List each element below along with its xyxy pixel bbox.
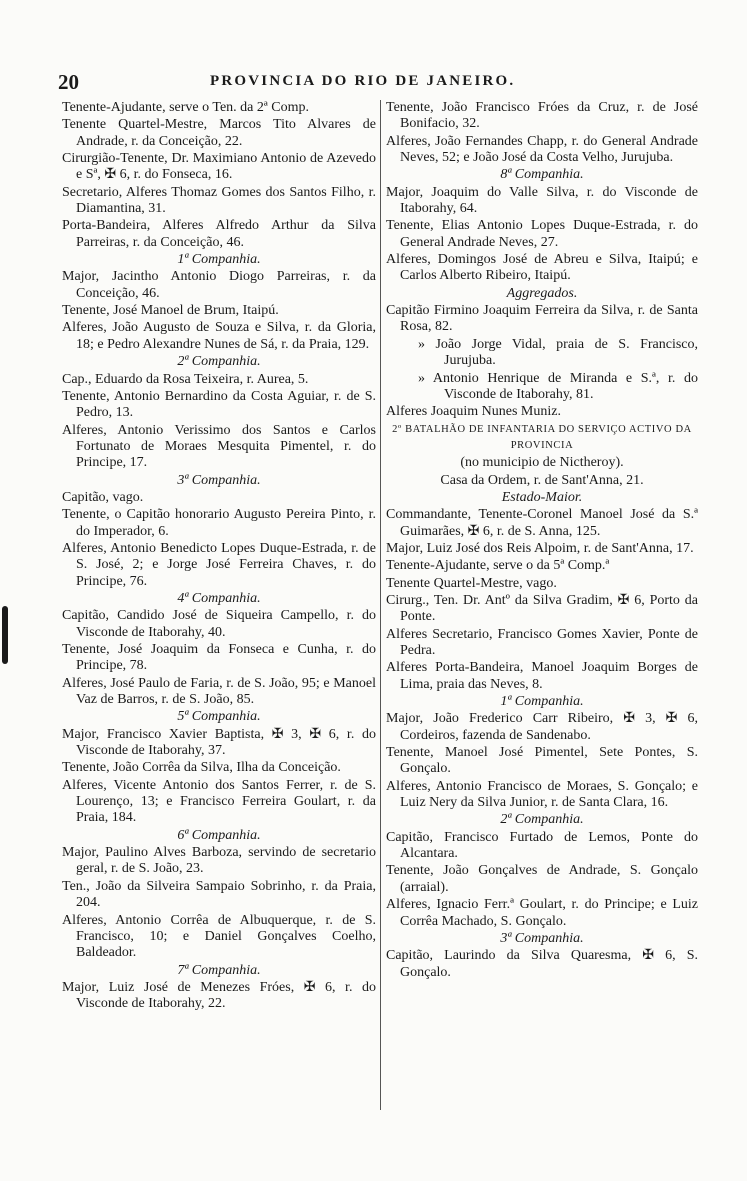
roster-entry: Alferes, João Augusto de Souza e Silva, r. da Gloria, 18; e Pedro Alexandre Nunes de Sá, r. da Praia, 129. <box>62 320 376 352</box>
section-heading: 1ª Companhia. <box>500 694 584 710</box>
roster-entry: Tenente, João Corrêa da Silva, Ilha da Conceição. <box>62 760 341 776</box>
roster-entry: Ten., João da Silveira Sampaio Sobrinho, r. da Praia, 204. <box>62 878 376 911</box>
section-heading: 1ª Companhia. <box>177 252 261 268</box>
roster-entry: Tenente, João Francisco Fróes da Cruz, r. de José Bonifacio, 32. <box>386 100 698 132</box>
roster-entry: Tenente Quartel-Mestre, vago. <box>386 575 557 591</box>
roster-entry: Alferes, João Fernandes Chapp, r. do General Andrade Neves, 52; e João José da Costa Velho, Jurujuba. <box>386 133 698 166</box>
section-heading: 7ª Companhia. <box>177 962 261 978</box>
roster-entry: Capitão, Candido José de Siqueira Campello, r. do Visconde de Itaborahy, 40. <box>62 608 376 640</box>
roster-entry: Alferes, Antonio Corrêa de Albuquerque, r. de S. Francisco, 10; e Daniel Gonçalves Coelho, Baldeador. <box>62 912 376 961</box>
centered-line: (no municipio de Nictheroy). <box>460 455 624 471</box>
roster-entry: Tenente-Ajudante, serve o Ten. da 2ª Comp. <box>62 100 309 115</box>
roster-entry: Alferes, Antonio Verissimo dos Santos e Carlos Fortunato de Moraes Mesquita Pimentel, r. do Principe, 17. <box>62 422 376 471</box>
ditto-entry: » João Jorge Vidal, praia de S. Francisco, Jurujuba. <box>418 336 698 369</box>
roster-entry: Tenente, José Manoel de Brum, Itaipú. <box>62 303 279 319</box>
roster-entry: Commandante, Tenente-Coronel Manoel José da S.ª Guimarães, ✠ 6, r. de S. Anna, 125. <box>386 507 698 539</box>
running-title: PROVINCIA DO RIO DE JANEIRO. <box>210 73 516 89</box>
section-heading: Estado-Maior. <box>501 489 583 505</box>
roster-entry: Alferes, José Paulo de Faria, r. de S. João, 95; e Manoel Vaz de Barros, r. de S. João, 85. <box>62 675 376 708</box>
roster-entry: Tenente, o Capitão honorario Augusto Pereira Pinto, r. do Imperador, 6. <box>62 507 376 539</box>
roster-entry: Alferes, Ignacio Ferr.ª Goulart, r. do Principe; e Luiz Corrêa Machado, S. Gonçalo. <box>386 897 698 929</box>
roster-entry: Porta-Bandeira, Alferes Alfredo Arthur da Silva Parreiras, r. da Conceição, 46. <box>62 218 376 250</box>
roster-entry: Tenente, Manoel José Pimentel, Sete Pontes, S. Gonçalo. <box>386 745 698 777</box>
roster-entry: Major, Luiz José dos Reis Alpoim, r. de Sant'Anna, 17. <box>386 540 694 556</box>
section-heading: 4ª Companhia. <box>177 590 261 606</box>
roster-entry: Alferes, Vicente Antonio dos Santos Ferrer, r. de S. Lourenço, 13; e Francisco Ferreira Goulart, r. da Praia, 184. <box>62 777 376 826</box>
roster-entry: Tenente, José Joaquim da Fonseca e Cunha, r. do Principe, 78. <box>62 642 376 674</box>
right-column <box>386 100 698 982</box>
roster-entry: Cirurg., Ten. Dr. Antº da Silva Gradim, ✠ 6, Porto da Ponte. <box>386 592 698 625</box>
roster-entry: Alferes Joaquim Nunes Muniz. <box>386 404 561 420</box>
roster-entry: Tenente, Elias Antonio Lopes Duque-Estrada, r. do General Andrade Neves, 27. <box>386 218 698 250</box>
section-heading: 2ª Companhia. <box>177 354 261 370</box>
roster-entry: Capitão, Laurindo da Silva Quaresma, ✠ 6, S. Gonçalo. <box>386 948 698 980</box>
section-heading: 3ª Companhia. <box>500 930 584 946</box>
page-header <box>58 70 698 96</box>
section-heading: Aggregados. <box>506 285 578 301</box>
roster-entry: Tenente, João Gonçalves de Andrade, S. Gonçalo (arraial). <box>386 863 698 895</box>
page-number: 20 <box>58 70 79 94</box>
roster-entry: Major, João Frederico Carr Ribeiro, ✠ 3, ✠ 6, Cordeiros, fazenda de Sandenabo. <box>386 711 698 743</box>
roster-entry: Alferes, Domingos José de Abreu e Silva, Itaipú; e Carlos Alberto Ribeiro, Itaipú. <box>386 252 698 284</box>
roster-entry: Major, Francisco Xavier Baptista, ✠ 3, ✠ 6, r. do Visconde de Itaborahy, 37. <box>62 726 376 759</box>
roster-entry: Alferes, Antonio Benedicto Lopes Duque-Estrada, r. de S. José, 2; e Jorge José Ferreira Chaves, r. do Principe, 76. <box>62 540 376 589</box>
roster-entry: Capitão, vago. <box>62 489 144 505</box>
roster-entry: Tenente-Ajudante, serve o da 5ª Comp.ª <box>386 558 610 574</box>
left-column <box>62 100 376 1014</box>
section-heading: 8ª Companhia. <box>500 167 584 183</box>
roster-entry: Tenente Quartel-Mestre, Marcos Tito Alvares de Andrade, r. da Conceição, 22. <box>62 117 376 149</box>
section-heading: 3ª Companhia. <box>177 472 261 488</box>
roster-entry: Capitão Firmino Joaquim Ferreira da Silva, r. de Santa Rosa, 82. <box>386 303 698 335</box>
roster-entry: Capitão, Francisco Furtado de Lemos, Ponte do Alcantara. <box>386 829 698 862</box>
roster-entry: Major, Joaquim do Valle Silva, r. do Visconde de Itaborahy, 64. <box>386 184 698 217</box>
roster-entry: Cirurgião-Tenente, Dr. Maximiano Antonio de Azevedo e Sª, ✠ 6, r. do Fonseca, 16. <box>62 151 376 183</box>
roster-entry: Tenente, Antonio Bernardino da Costa Aguiar, r. de S. Pedro, 13. <box>62 388 376 421</box>
section-heading: 5ª Companhia. <box>177 709 261 725</box>
roster-entry: Cap., Eduardo da Rosa Teixeira, r. Aurea, 5. <box>62 371 309 387</box>
column-divider <box>380 100 381 1110</box>
margin-ink-mark <box>2 606 8 664</box>
roster-entry: Major, Paulino Alves Barboza, servindo de secretario geral, r. de S. João, 23. <box>62 845 376 877</box>
roster-entry: Secretario, Alferes Thomaz Gomes dos Santos Filho, r. Diamantina, 31. <box>62 184 376 217</box>
roster-entry: Alferes Secretario, Francisco Gomes Xavier, Ponte de Pedra. <box>386 626 698 658</box>
roster-entry: Alferes Porta-Bandeira, Manoel Joaquim Borges de Lima, praia das Neves, 8. <box>386 660 698 692</box>
section-heading: 6ª Companhia. <box>177 827 261 843</box>
battalion-heading: 2º BATALHÃO DE INFANTARIA DO SERVIÇO ACTIVO DA PROVINCIA <box>392 423 692 451</box>
ditto-entry: » Antonio Henrique de Miranda e S.ª, r. do Visconde de Itaborahy, 81. <box>418 370 698 402</box>
roster-entry: Major, Jacintho Antonio Diogo Parreiras, r. da Conceição, 46. <box>62 269 376 301</box>
centered-line: Casa da Ordem, r. de Sant'Anna, 21. <box>440 472 644 488</box>
roster-entry: Alferes, Antonio Francisco de Moraes, S. Gonçalo; e Luiz Nery da Silva Junior, r. de Santa Clara, 16. <box>386 778 698 811</box>
section-heading: 2ª Companhia. <box>500 812 584 828</box>
roster-entry: Major, Luiz José de Menezes Fróes, ✠ 6, r. do Visconde de Itaborahy, 22. <box>62 979 376 1012</box>
